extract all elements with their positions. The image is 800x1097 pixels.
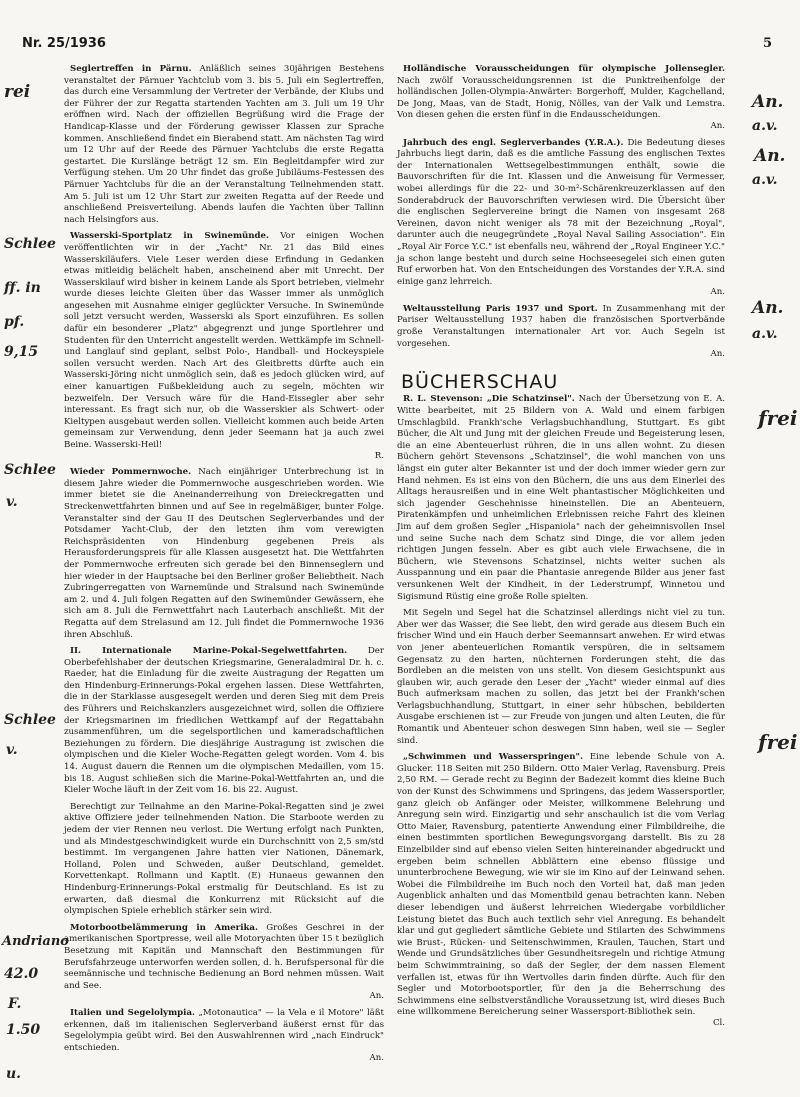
margin-note: Schlee — [4, 462, 56, 478]
article-title: II. Internationale Marine-Pokal-Segelwettfahrten. — [70, 646, 348, 657]
article — [64, 231, 384, 462]
article — [397, 138, 725, 299]
article — [397, 64, 725, 133]
margin-note: a.v. — [752, 172, 778, 188]
article-signature: Cl. — [712, 1017, 725, 1028]
article-title: Jahrbuch des engl. Seglerverbandes (Y.R.A.). — [403, 137, 624, 148]
book-reviews — [397, 394, 725, 1029]
article-signature: An. — [710, 287, 725, 298]
article-body: Nach der Übersetzung von E. A. Witte bearbeitet, mit 25 Bildern von A. Wald und einem farbigen Umschlagbild. Frankh'sche Verlagsbuchhandlung, Stuttgart. Es gibt Bücher, die Alt und Jung mit der gleichen Freude und Begeisterung lesen, die an eine Abenteuerlust rühren, die in uns allen wohnt. Zu diesen Büchern gehört Stevensons „Schatzinsel", die wohl manchen von uns längst ein guter alter Bekannter ist und der doch immer wieder gern zur Hand nehmen. Es ist eins von den Büchern, die uns aus dem Einerlei des Alltags herausreißen und in eine Welt phantastischer Möglichkeiten und sich jagender Geschehnisse hineinstellen. Die an Abenteuern, Piratenkämpfen und unheimlichen Erlebnissen reiche Fahrt des kleinen Jim auf dem großen Segler „Hispaniola" nach der geheimnisvollen Insel und seine Suche nach dem Schatz sind Dinge, die vor allem jeden richtigen Jungen fesseln. Aber es gibt auch viele Erwachsene, die in Büchern, wie Stevensons Schatzinsel, nichts weiter suchen als Ausspannung und ein paar die Phantasie anregende Bilder aus jener fast versunkenen Welt der Kindheit, in der Lederstrumpf, Winnetou und Sigismund Rüstig eine große Rolle spielten. — [397, 394, 726, 602]
page-number-right: 5 — [763, 36, 773, 51]
article — [397, 608, 725, 747]
article-signature: An. — [369, 991, 384, 1002]
margin-note: v. — [6, 494, 18, 510]
margin-note: a.v. — [752, 118, 778, 134]
article-title: Holländische Vorausscheidungen für olympische Jollensegler. — [403, 64, 725, 74]
margin-note: pf. — [4, 314, 25, 330]
article — [397, 752, 725, 1029]
article-signature: An. — [710, 120, 725, 131]
article-body: Nach einjähriger Unterbrechung ist in diesem Jahre wieder die Pommernwoche ausgeschrieben worden. Wie immer bietet sie die Aneinanderreihung von Dreieckregatten und Streckenwettfahrten binnen und auf See in regelmäßiger, bunter Folge. Veranstalter sind der Gau II des Deutschen Seglerverbandes und der Potsdamer Yacht-Club, der den letzten ihm vom verewigten Reichspräsidenten von Hindenburg gegebenen Preis als Herausforderungspreis für alle Klassen ausgesetzt hat. Die Wettfahrten der Pommernwoche erfreuten sich gerade bei den Binnenseglern und hier wieder in der Hauptsache bei den Berliner großer Beliebtheit. Nach Zubringerregatten von Warnemünde und Stralsund nach Swinemünde am 2. und 4. Juli folgen Regatten auf den Swinemünder Gewässern, ehe sich am 8. Juli die Fernwettfahrt nach Lauterbach anschließt. Mit der Regatta auf dem Strelasund am 12. Juli findet die Pommernwoche 1936 ihren Abschluß. — [64, 467, 384, 640]
article-title: Italien und Segelolympia. — [70, 1007, 196, 1018]
article-title: Weltausstellung Paris 1937 und Sport. — [403, 303, 598, 314]
article — [397, 394, 725, 603]
article-body: Mit Segeln und Segel hat die Schatzinsel allerdings nicht viel zu tun. Aber wer das Wasser, die See liebt, den wird gerade aus diesem Buch ein frischer Wind und ein Hauch derber Seemannsart anwehen. Er wird etwas von jener abenteuerlichen Romantik verspüren, die in seltsamem Gegensatz zu den harten, nüchternen Forderungen steht, die das Bordleben an die meisten von uns stellt. Von diesem Gesichtspunkt aus glauben wir, auch gerade den Leser der „Yacht" wieder einmal auf dies Buch aufmerksam machen zu sollen, das jetzt bei der Frankh'schen Verlagsbuchhandlung, Stuttgart, in einer sehr hübschen, bebilderten Ausgabe erschienen ist — zur Freude von jungen und alten Leuten, die für Romantik und Abenteuer schon deswegen Sinn haben, weil sie — Segler sind. — [397, 608, 725, 746]
article — [397, 304, 725, 361]
margin-note: u. — [6, 1066, 22, 1082]
article-title: R. L. Stevenson: „Die Schatzinsel". — [403, 394, 575, 405]
article-title: „Schwimmen und Wasserspringen". — [403, 752, 583, 763]
margin-note: An. — [752, 92, 784, 112]
margin-note: ff. in — [4, 280, 41, 296]
article — [64, 467, 384, 641]
section-heading-buecherschau: BÜCHERSCHAU — [401, 370, 559, 393]
article — [64, 646, 384, 797]
article-body: Vor einigen Wochen veröffentlichten wir in der „Yacht" Nr. 21 das Bild eines Wasserskiläufers. Viele Leser werden diese Erfindung in Gedanken etwas mitleidig belächelt haben, anscheinend aber mit Unrecht. Der Wasserskilauf wird bisher in keinem Lande als Sport betrieben, vielmehr wurde dieses leichte Gleiten über das Wasser immer als unmöglich angesehen mit Ausnahme einiger geglückter Versuche. In Swinemünde soll jetzt versucht werden, Wasserski als Sport einzuführen. Es sollen dafür ein besonderer „Platz" abgegrenzt und junge Sportlehrer und Studenten für den Unterricht angestellt werden. Wettkämpfe im Schnell- und Langlauf sind geplant, selbst Polo-, Handball- und Hockeyspiele sollen versucht werden. Nach Art des Gleitbretts dürfte auch ein Wasserski-Jöring nicht unmöglich sein, daß es jedoch glücken wird, auf einer kanuartigen Fußbekleidung auch zu segeln, möchten wir bezweifeln. Der Versuch wäre für die Hand-Eissegler aber sehr interessant. Es fragt sich nur, ob die Wasserskier als Schwert- oder Kieltypen ausgebaut werden sollen. Vielleicht kommen auch beide Arten gemeinsam zur Verwendung, denn jeder Seemann hat ja auch zwei Beine. Wasserski-Heil! — [64, 231, 384, 450]
article-body: Anläßlich seines 30jährigen Bestehens veranstaltet der Pärnuer Yachtclub vom 3. bis 5. Juli ein Seglertreffen, das durch eine Versammlung der Vertreter der Verbände, der Klubs und der Führer der zur Regatta startenden Yachten am 3. Juli um 19 Uhr eröffnen wird. Nach der offiziellen Begrüßung wird die Frage der Handicap-Klasse und der Förderung gewisser Klassen zur Sprache kommen. Anschließend findet ein Bierabend statt. Am nächsten Tag wird um 12 Uhr auf der Reede des Pärnuer Yachtclubs die erste Regatta gestartet. Die Kurslänge beträgt 12 sm. Ein Begleitdampfer wird zur Verfügung stehen. Um 20 Uhr findet das große Jubiläums-Festessen des Pärnuer Yachtclubs für die an der Veranstaltung Teilnehmenden statt. Am 5. Juli ist um 12 Uhr Start zur zweiten Regatta auf der Reede und anschließend Preisverteilung. Abends laufen die Yachten über Tallinn nach Helsingfors aus. — [64, 64, 384, 225]
article — [64, 802, 384, 918]
article-body: Großes Geschrei in der amerikanischen Sportpresse, weil alle Motoryachten über 15 t bezüglich Besetzung mit Kapitän und Mannschaft den Bestimmungen für Berufsfahrzeuge unterworfen werden sollen, d. h. Berufspersonal für die seemännische und technische Bedienung an Bord nehmen müssen. Wait and See. — [64, 922, 384, 991]
margin-note: Andriano — [2, 934, 69, 949]
article-signature: An. — [369, 1053, 384, 1064]
margin-note: Schlee — [4, 712, 56, 728]
article — [64, 1008, 384, 1065]
article-body: Der Oberbefehlshaber der deutschen Kriegsmarine, Generaladmiral Dr. h. c. Raeder, hat die Einladung für die zweite Austragung der Regatten um den Hindenburg-Erinnerungs-Pokal ergehen lassen. Diese Wettfahrten, die in der Starklasse ausgesegelt werden und deren Sieg mit dem Preis des Führers und Reichskanzlers ausgezeichnet wird, sollen die Offiziere der Kriegsmarinen im friedlichen Wettkampf auf der Regattabahn zusammenführen, um die segelsportlichen und kameradschaftlichen Beziehungen zu fördern. Die diesjährige Austragung ist zwischen die olympischen und die Kieler Woche-Regatten gelegt worden. Vom 4. bis 14. August dauern die Rennen um die olympischen Medaillen, vom 15. bis 18. August schließen sich die Marine-Pokal-Wettfahrten an, und die Kieler Woche läuft in der Zeit vom 16. bis 22. August. — [64, 646, 384, 796]
article-body: Die Bedeutung dieses Jahrbuchs liegt darin, daß es die amtliche Fassung des englischen Textes der Internationalen Wettsegelbestimmungen enthält, sowie die Bauvorschriften für die Int. Klassen und die Anweisung für Vermesser, wobei allerdings für die 22- und 30-m²-Schärenkreuzerklassen auf den Sonderabdruck der Bauvorschriften verwiesen wird. Die Übersicht über die englischen Seglervereine bringt die Namen von insgesamt 268 Vereinen, davon nicht weniger als 78 mit der Bezeichnung „Royal", darunter auch die neugegründete „Royal Naval Sailing Association". Ein „Royal Air Force Y.C." ist ebenfalls neu, während der „Royal Engineer Y.C." ja schon lange besteht und durch seine Hochseesegelei sich einen guten Ruf erworben hat. Von den Entscheidungen des Vorstandes der Y.R.A. sind einige ganz lehrreich. — [397, 137, 725, 287]
margin-note: 1.50 — [6, 1022, 41, 1038]
article-title: Wieder Pommernwoche. — [70, 467, 192, 478]
margin-note: frei — [758, 730, 798, 754]
article-body: Eine lebende Schule von A. Glucker. 118 Seiten mit 250 Bildern. Otto Maier Verlag, Ravensburg. Preis 2,50 RM. — Gerade recht zu Beginn der Badezeit kommt dies kleine Buch von der Kunst des Schwimmens und Springens, das jedem Wassersportler, ganz gleich ob Anfänger oder Meister, willkommene Belehrung und Anregung sein wird. Einzigartig und sehr anschaulich ist die vom Verlag Otto Maier, Ravensburg, patentierte Anwendung einer Filmbildreihe, die einen bestimmten sportlichen Bewegungsvorgang darstellt. Bis zu 28 Einzelbilder sind auf ebenso vielen Seiten hintereinander abgedruckt und ergeben beim schnellen Abblättern eine ebenso flüssige und ununterbrochene Bewegung, wie wir sie im Kino auf der Leinwand sehen. Wobei die Filmbildreihe im Buch noch den Vorteil hat, daß man jeden Augenblick anhalten und das Momentbild genau betrachten kann. Neben dieser lebendigen und äußerst lehrreichen Wiedergabe vorbildlicher Leistung bietet das Buch auch textlich sehr viel Anregung. Es behandelt klar und gut gegliedert sämtliche Gebiete und Stilarten des Schwimmens wie Brust-, Rücken- und Seitenschwimmen, Kraulen, Tauchen, Start und Wende und Grundsätzliches über Gesundheitsregeln und richtige Atmung beim Schwimmtraining, so daß der Segler, der dem nassen Element verfallen ist, etwas für ihn Wertvolles darin finden dürfte. Auch für den Segler und Motorbootsportler, für den ja die Beherrschung des Schwimmens eine selbstverständliche Voraussetzung ist, wird dieses Buch eine willkommene Bereicherung seiner Wassersport-Bibliothek sein. — [397, 752, 725, 1018]
article-body: Berechtigt zur Teilnahme an den Marine-Pokal-Regatten sind je zwei aktive Offiziere jeder teilnehmenden Nation. Die Starboote werden zu jedem der vier Rennen neu verlost. Die Wertung erfolgt nach Punkten, und als Mindestgeschwindigkeit wurde ein Durchschnitt von 2,5 sm/std bestimmt. Im vergangenen Jahre hatten vier Nationen, Dänemark, Holland, Polen und Schweden, außer Deutschland, gemeldet. Korvettenkapt. Rollmann und Kaptlt. (E) Hunaeus gewannen den Hindenburg-Erinnerungs-Pokal erstmalig für Deutschland. Es ist zu erwarten, daß diesmal die Konkurrenz mit Rücksicht auf die olympischen Spiele erheblich stärker sein wird. — [64, 801, 384, 917]
article-body: Nach zwölf Vorausscheidungsrennen ist die Punktreihenfolge der holländischen Jollen-Olympia-Anwärter: Borgerhoff, Mulder, Kagchelland, De Jong, Maas, van de Stadt, Honig, Nölles, van der Valk und Lemstra. Von diesen gehen die ersten fünf in die Endausscheidungen. — [397, 75, 725, 121]
margin-note: frei — [758, 406, 798, 430]
article-signature: R. — [374, 450, 384, 461]
article-title: Wasserski-Sportplatz in Swinemünde. — [70, 231, 270, 242]
right-column — [397, 64, 725, 1035]
margin-note: An. — [754, 146, 786, 166]
article — [64, 64, 384, 226]
margin-note: 9,15 — [4, 344, 39, 360]
article-title: Motorbootbelämmerung in Amerika. — [70, 922, 258, 933]
margin-note: rei — [4, 82, 31, 102]
margin-note: v. — [6, 742, 18, 758]
left-column — [64, 64, 384, 1070]
page-number-left: Nr. 25/1936 — [22, 36, 106, 51]
article-body: „Motonautica" — la Vela e il Motore" läßt erkennen, daß im italienischen Seglerverband äußerst ernst für das Segelolympia geübt wird. Bei den Auswahlrennen wird „nach Eindruck" entschieden. — [64, 1007, 385, 1053]
margin-note: F. — [8, 996, 22, 1012]
article-title: Seglertreffen in Pärnu. — [70, 64, 192, 74]
news-items-right — [397, 64, 725, 361]
article-body: In Zusammenhang mit der Pariser Weltausstellung 1937 haben die französischen Sportverbände große Veranstaltungen internationaler Art vor. Auch Segeln ist vorgesehen. — [397, 303, 726, 349]
margin-note: Schlee — [4, 236, 56, 252]
margin-note: 42.0 — [4, 966, 39, 982]
margin-note: a.v. — [752, 326, 778, 342]
article — [64, 923, 384, 1003]
margin-note: An. — [752, 298, 784, 318]
article-signature: An. — [710, 349, 725, 360]
